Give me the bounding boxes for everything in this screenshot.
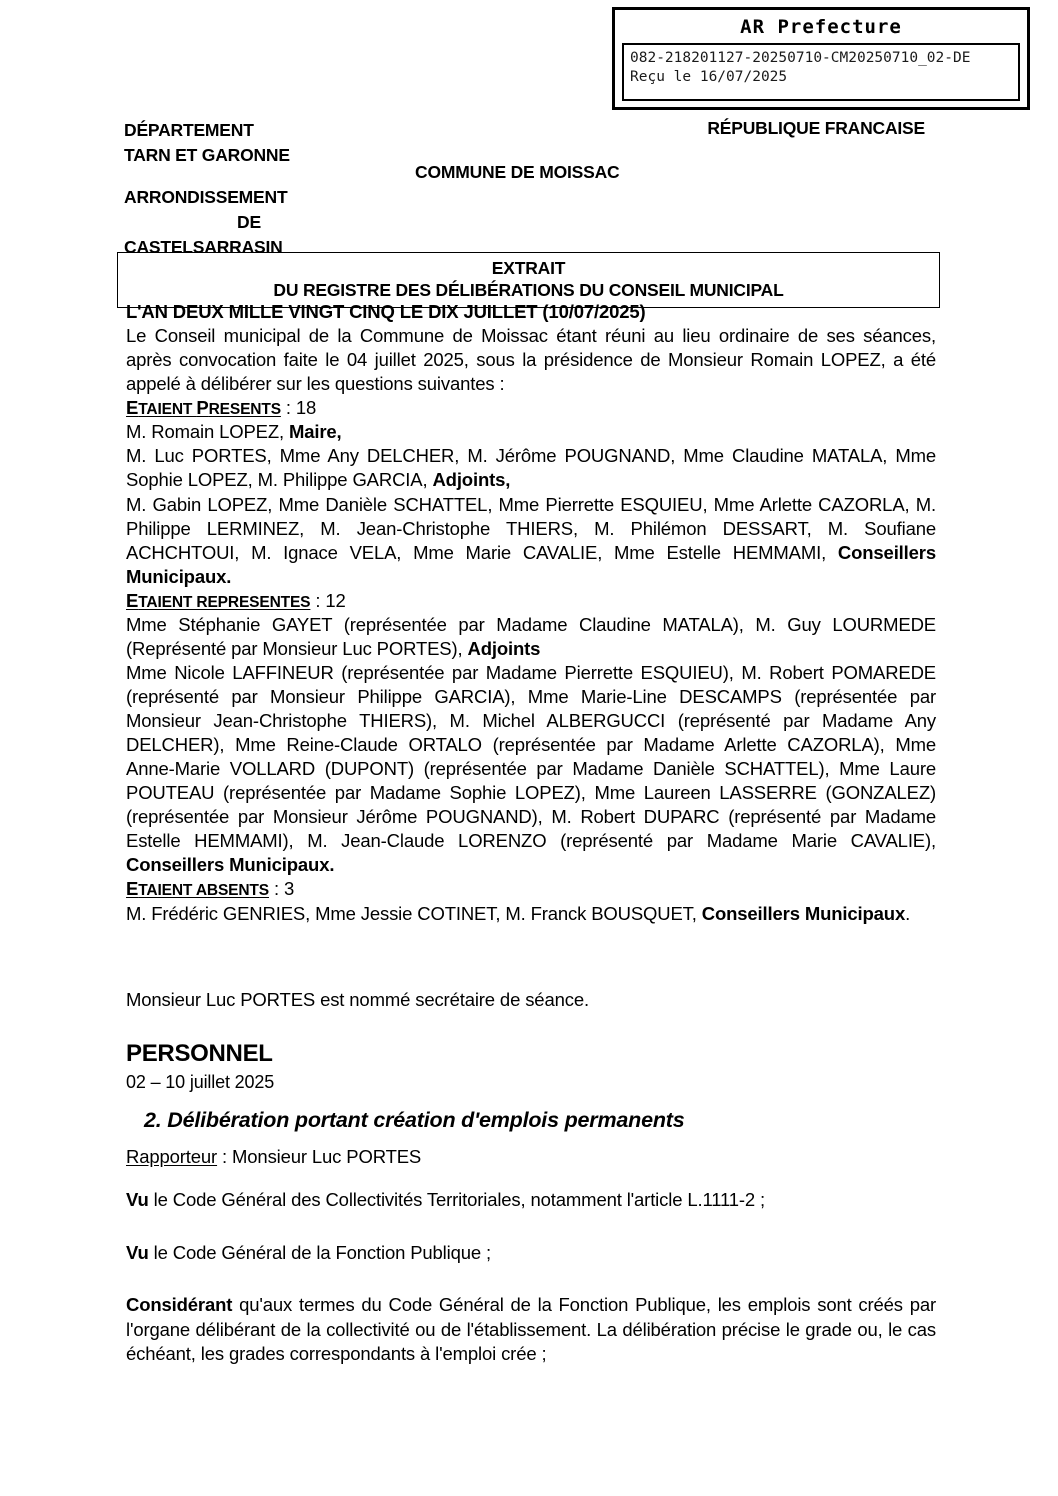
extrait-line-2: DU REGISTRE DES DÉLIBÉRATIONS DU CONSEIL MUNICIPAL: [273, 280, 784, 301]
role-conseillers-absents: Conseillers Municipaux: [701, 902, 906, 924]
rapporteur-value: : Monsieur Luc PORTES: [217, 1145, 422, 1167]
session-date-title: L'AN DEUX MILLE VINGT CINQ LE DIX JUILLET (10/07/2025): [126, 301, 646, 322]
clause-text: le Code Général des Collectivités Territoriales, notamment l'article L.1111-2 ;: [148, 1189, 766, 1210]
presents-label: ETAIENT PRESENTS: [126, 397, 281, 419]
presents-conseillers-line: M. Gabin LOPEZ, Mme Danièle SCHATTEL, Mme Pierrette ESQUIEU, Mme Arlette CAZORLA, M. Philippe LERMINEZ, M. Jean-Christophe THIERS, M. Philémon DESSART, M. Soufiane ACHCHTOUI, M. Ignace VELA, Mme Marie CAVALIE, Mme Estelle HEMMAMI, Conseillers Municipaux.: [126, 493, 936, 587]
clause-item: [126, 1293, 936, 1367]
personnel-heading: PERSONNEL: [126, 1040, 273, 1067]
clause-lead: Vu: [126, 1241, 149, 1263]
ar-stamp-title: AR Prefecture: [740, 16, 902, 38]
ar-stamp-received-date: Reçu le 16/07/2025: [630, 69, 788, 86]
representes-conseillers-line: Mme Nicole LAFFINEUR (représentée par Madame Pierrette ESQUIEU), M. Robert POMAREDE (représenté par Monsieur Philippe GARCIA), Mme Marie-Line DESCAMPS (représentée par Monsieur Jean-Christophe THIERS), M. Michel ALBERGUCCI (représenté par Madame Any DELCHER), Mme Reine-Claude ORTALO (représentée par Madame Arlette CAZORLA), Mme Anne-Marie VOLLARD (DUPONT) (représentée par Madame Danièle SCHATTEL), Mme Laure POUTEAU (représentée par Madame Sophie LOPEZ), Mme Laureen LASSERRE (GONZALEZ) (représentée par Monsieur Jérôme POUGNAND), M. Robert DUPARC (représenté par Madame Estelle HEMMAMI), M. Jean-Claude LORENZO (représenté par Madame Marie CAVALIE), Conseillers Municipaux.: [126, 662, 936, 876]
presents-count: : 18: [280, 397, 317, 419]
presents-adjoints-line: M. Luc PORTES, Mme Any DELCHER, M. Jérôme POUGNAND, Mme Claudine MATALA, Mme Sophie LOPEZ, M. Philippe GARCIA, Adjoints,: [126, 445, 936, 491]
absents-count: : 3: [268, 878, 295, 900]
ar-prefecture-stamp: [612, 7, 1030, 110]
representes-heading: [126, 589, 936, 613]
session-opening-paragraph: Le Conseil municipal de la Commune de Moissac étant réuni au lieu ordinaire de ses séances, après convocation faite le 04 juillet 2025, sous la présidence de Monsieur Romain LOPEZ, a été appelé à délibérer sur les questions suivantes :: [126, 325, 936, 395]
role-conseillers-municipaux: Conseillers Municipaux.: [126, 541, 936, 587]
absents-label: ETAIENT ABSENTS: [126, 878, 269, 900]
representes-label: ETAIENT REPRESENTES: [126, 589, 311, 611]
clause-item: [126, 1241, 936, 1266]
presents-maire-line: M. Romain LOPEZ, Maire,: [126, 421, 342, 443]
republique-francaise: RÉPUBLIQUE FRANCAISE: [707, 118, 925, 138]
role-maire: Maire,: [288, 421, 342, 443]
ar-stamp-id-box: [622, 43, 1020, 101]
role-adjoints-representes: Adjoints: [467, 637, 541, 659]
departement-block: [124, 118, 374, 168]
absents-heading: [126, 877, 936, 901]
personnel-section: [126, 1038, 936, 1169]
role-conseillers-representes: Conseillers Municipaux.: [126, 854, 335, 876]
rapporteur-line: [126, 1145, 936, 1169]
clause-text: le Code Général de la Fonction Publique ;: [148, 1241, 491, 1263]
arrondissement-name: CASTELSARRASIN: [124, 236, 283, 257]
ar-stamp-id: 082-218201127-20250710-CM20250710_02-DE: [630, 49, 971, 66]
departement-name: TARN ET GARONNE: [124, 144, 290, 165]
session-body: [126, 300, 936, 1012]
presents-heading: [126, 396, 936, 420]
departement-label: DÉPARTEMENT: [124, 120, 254, 140]
clause-text: qu'aux termes du Code Général de la Fonction Publique, les emplois sont créés par l'organe délibérant de la collectivité ou de l'établissement. La délibération précise le grade ou, le cas échéant, les grades correspondants à l'emploi crée ;: [126, 1294, 936, 1365]
clause-lead: Vu: [126, 1189, 149, 1210]
secretaire-line: Monsieur Luc PORTES est nommé secrétaire de séance.: [126, 988, 589, 1010]
rapporteur-label: Rapporteur: [126, 1145, 218, 1167]
absents-list-line: M. Frédéric GENRIES, Mme Jessie COTINET, M. Franck BOUSQUET, Conseillers Municipaux.: [126, 902, 911, 924]
representes-count: : 12: [310, 589, 346, 611]
spacer: [126, 926, 936, 988]
clause-lead: Considérant: [126, 1294, 233, 1316]
role-adjoints: Adjoints,: [432, 469, 511, 491]
personnel-date: 02 – 10 juillet 2025: [126, 1072, 275, 1093]
commune-name: COMMUNE DE MOISSAC: [415, 162, 620, 182]
arrondissement-de: DE: [237, 211, 261, 232]
arrondissement-label: ARRONDISSEMENT: [124, 187, 288, 207]
extrait-line-1: EXTRAIT: [491, 258, 566, 278]
deliberation-title: 2. Délibération portant création d'emplois permanents: [144, 1107, 685, 1132]
clauses-section: [126, 1188, 936, 1367]
clause-item: [126, 1188, 936, 1213]
representes-adjoints-line: Mme Stéphanie GAYET (représentée par Madame Claudine MATALA), M. Guy LOURMEDE (Représenté par Monsieur Luc PORTES), Adjoints: [126, 613, 936, 659]
arrondissement-block: [124, 185, 374, 260]
